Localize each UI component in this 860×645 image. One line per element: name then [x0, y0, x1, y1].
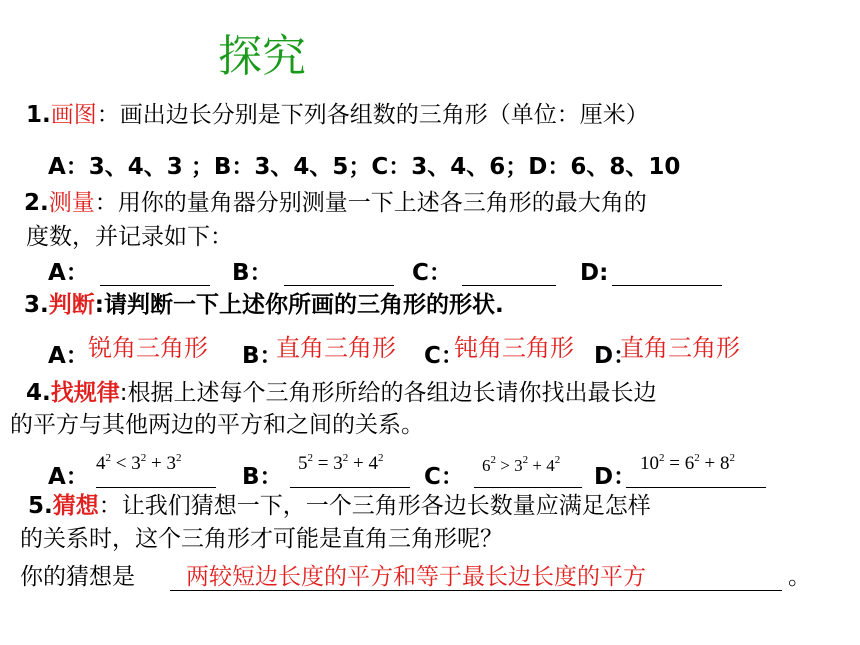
q3-c-label: C： [424, 343, 464, 369]
q1-number: 1. [26, 102, 51, 128]
q4-answer-c: $6^2 > 3^2 + 4^2$ [482, 454, 561, 475]
q2-line2: 度数，并记录如下： [26, 224, 233, 250]
q3-answer-a: 锐角三角形 [88, 334, 208, 362]
q3-number: 3. [24, 292, 49, 318]
q4-line2: 的平方与其他两边的平方和之间的关系。 [10, 412, 424, 438]
q1-label: 画图 [50, 102, 97, 128]
q4-b-blank [290, 487, 410, 488]
q3-d-label: D： [594, 343, 637, 369]
q5-line2: 的关系时，这个三角形才可能是直角三角形呢？ [20, 526, 503, 552]
q4-d-blank [626, 487, 766, 488]
q5-number: 5. [28, 493, 53, 519]
q1-groups: A：3、4、3 ；B：3、4、5；C：3、4、6；D：6、8、10 [48, 154, 681, 180]
q4-line1 [26, 378, 657, 408]
q5-line1 [28, 491, 651, 521]
q5-blank [170, 590, 782, 591]
q3-answer-c: 钝角三角形 [454, 334, 574, 362]
q4-d-label: D： [594, 464, 637, 490]
q2-a-label: A： [48, 260, 89, 286]
q3-answer-b: 直角三角形 [276, 334, 396, 362]
q2-d-label: D: [580, 260, 609, 286]
q4-a-label: A： [48, 464, 89, 490]
q5-end: 。 [788, 564, 811, 590]
q5-answer: 两较短边长度的平方和等于最长边长度的平方 [186, 564, 646, 590]
q4-text1: :根据上述每个三角形所给的各组边长请你找出最长边 [119, 380, 657, 406]
page-title: 探究 [218, 31, 306, 82]
q3-a-label: A： [48, 343, 89, 369]
q1-line [26, 100, 649, 130]
q4-number: 4. [26, 380, 51, 406]
q4-c-blank [474, 487, 582, 488]
q2-d-blank[interactable] [612, 285, 722, 286]
q1-text: ：画出边长分别是下列各组数的三角形（单位：厘米） [96, 102, 649, 128]
q2-c-label: C： [412, 260, 452, 286]
q5-text1: ：让我们猜想一下，一个三角形各边长数量应满足怎样 [98, 493, 651, 519]
q5-label: 猜想 [52, 493, 99, 519]
q2-c-blank[interactable] [462, 285, 556, 286]
q2-b-blank[interactable] [284, 285, 394, 286]
q2-b-label: B： [232, 260, 273, 286]
q4-a-blank [96, 487, 216, 488]
q4-c-label: C： [424, 464, 464, 490]
q5-prompt: 你的猜想是 [20, 564, 135, 590]
q2-line1 [24, 188, 647, 218]
q3-b-label: B： [242, 343, 283, 369]
q2-number: 2. [24, 190, 49, 216]
q2-label: 测量 [48, 190, 95, 216]
q2-a-blank[interactable] [100, 285, 210, 286]
q2-text1: ：用你的量角器分别测量一下上述各三角形的最大角的 [94, 190, 647, 216]
q3-label: 判断 [48, 292, 95, 318]
q4-answer-d: $10^2 = 6^2 + 8^2$ [640, 452, 735, 474]
q3-text: :请判断一下上述你所画的三角形的形状. [94, 292, 504, 318]
q3-line [24, 290, 504, 320]
q4-answer-a: $4^2 < 3^2 + 3^2$ [96, 452, 182, 474]
q3-answer-d: 直角三角形 [620, 334, 740, 362]
q4-label: 找规律 [50, 380, 120, 406]
q4-answer-b: $5^2 = 3^2 + 4^2$ [298, 452, 384, 474]
q4-b-label: B： [242, 464, 283, 490]
